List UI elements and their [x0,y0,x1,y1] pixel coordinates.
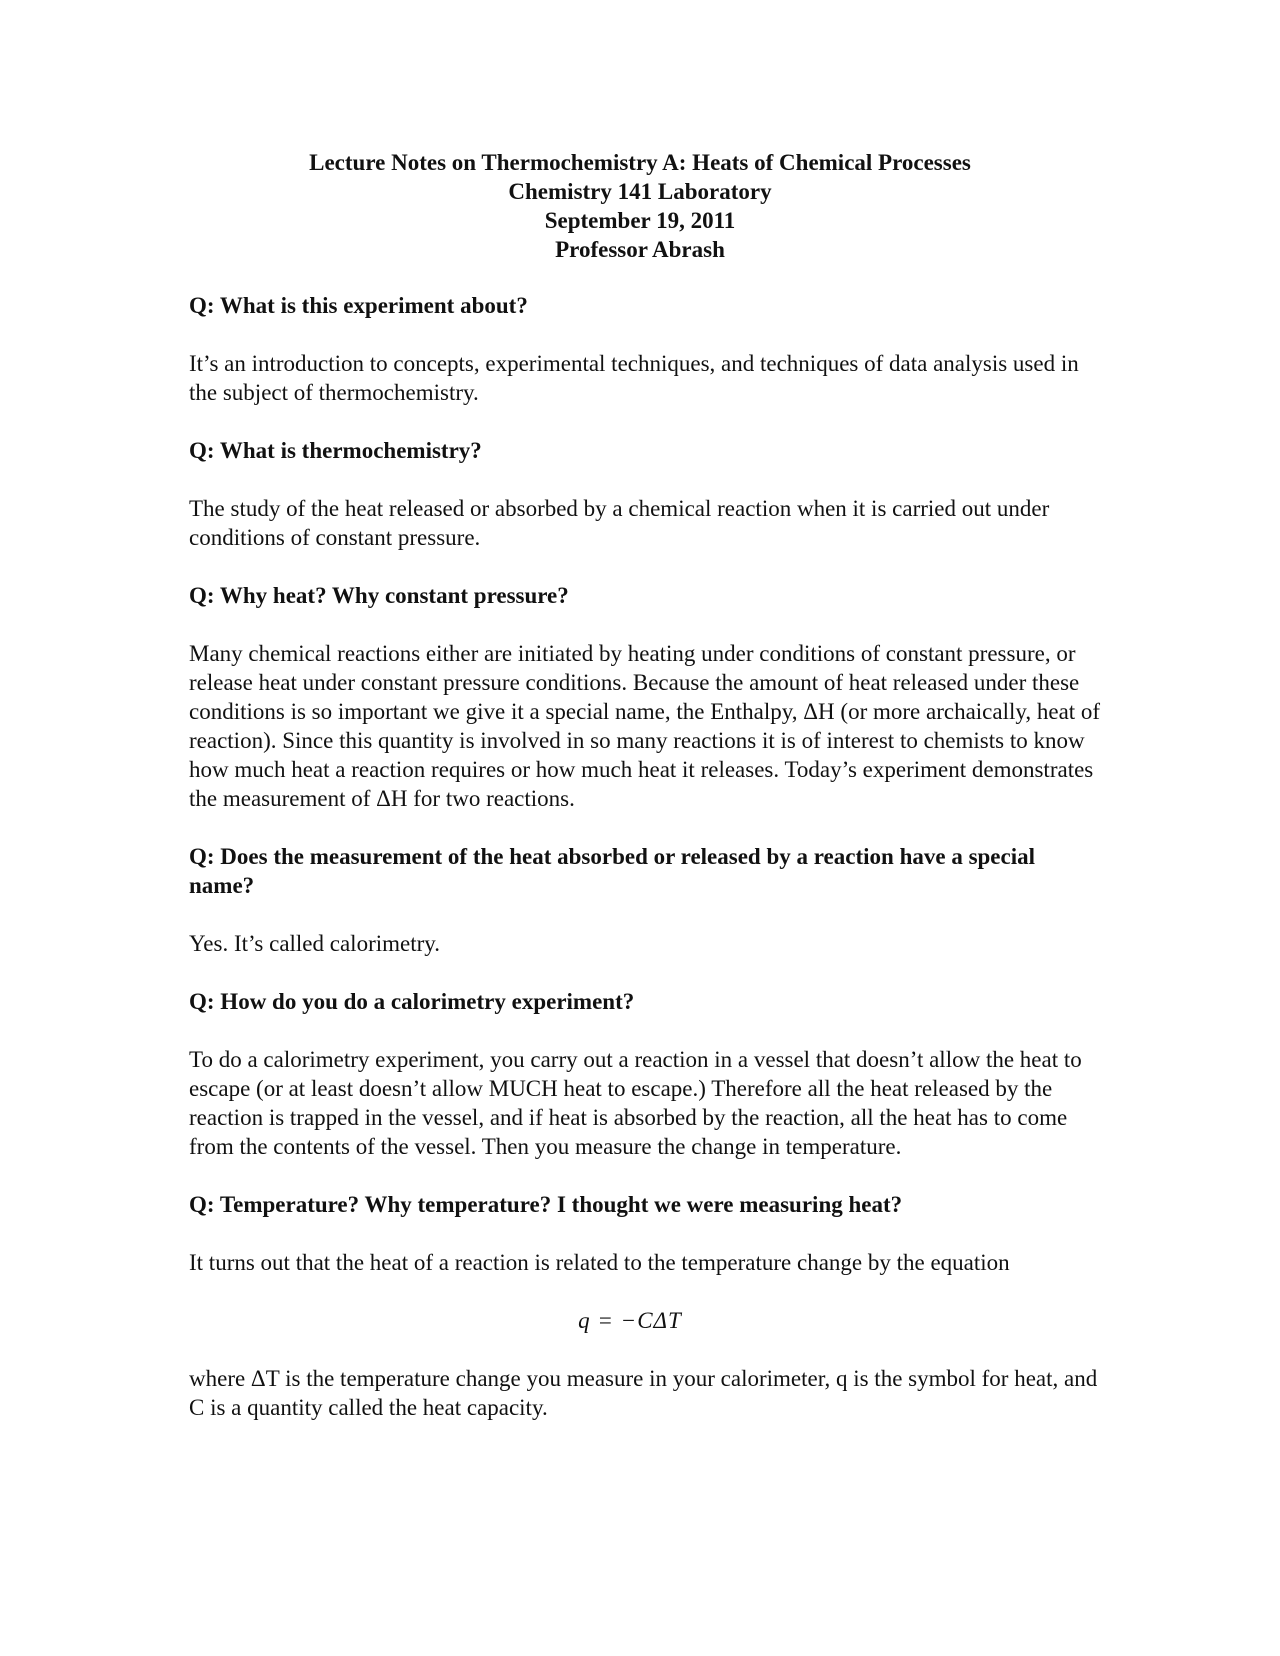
heat-equation: q = −CΔT [578,1308,682,1333]
lecture-date: September 19, 2011 [544,208,736,233]
question-1: Q: What is this experiment about? [189,293,528,318]
answer-4: Yes. It’s called calorimetry. [189,931,441,956]
closing-paragraph: where ΔT is the temperature change you measure in your calorimeter, q is the symbol for heat, and C is a quantity called the heat capacity. [189,1366,1098,1420]
answer-1: It’s an introduction to concepts, experimental techniques, and techniques of data analysis used in the subject of thermochemistry. [189,351,1079,405]
document-body [189,291,1101,1451]
question-6: Q: Temperature? Why temperature? I thought we were measuring heat? [189,1192,903,1217]
question-5: Q: How do you do a calorimetry experiment? [189,989,635,1014]
answer-2: The study of the heat released or absorbed by a chemical reaction when it is carried out under conditions of constant pressure. [189,496,1050,550]
question-4: Q: Does the measurement of the heat absorbed or released by a reaction have a special name? [189,844,1036,898]
document-title: Lecture Notes on Thermochemistry A: Heats of Chemical Processes [309,150,971,175]
question-2: Q: What is thermochemistry? [189,438,482,463]
professor-name: Professor Abrash [555,237,725,262]
answer-3: Many chemical reactions either are initiated by heating under conditions of constant pressure, or release heat under constant pressure conditions. Because the amount of heat released under these conditions is so important we give it a special name, the Enthalpy, ΔH (or more archaically, heat of reaction). Since this quantity is involved in so many reactions it is of interest to chemists to know how much heat a reaction requires or how much heat it releases. Today’s experiment demonstrates the measurement of ΔH for two reactions. [189,641,1101,811]
course-name: Chemistry 141 Laboratory [508,179,772,204]
answer-5: To do a calorimetry experiment, you carry out a reaction in a vessel that doesn’t allow the heat to escape (or at least doesn’t allow MUCH heat to escape.) Therefore all the heat released by the reaction is trapped in the vessel, and if heat is absorbed by the reaction, all the heat has to come from the contents of the vessel. Then you measure the change in temperature. [189,1047,1082,1159]
question-3: Q: Why heat? Why constant pressure? [189,583,569,608]
answer-6: It turns out that the heat of a reaction is related to the temperature change by the equation [189,1250,1010,1275]
document-header [0,148,1280,264]
